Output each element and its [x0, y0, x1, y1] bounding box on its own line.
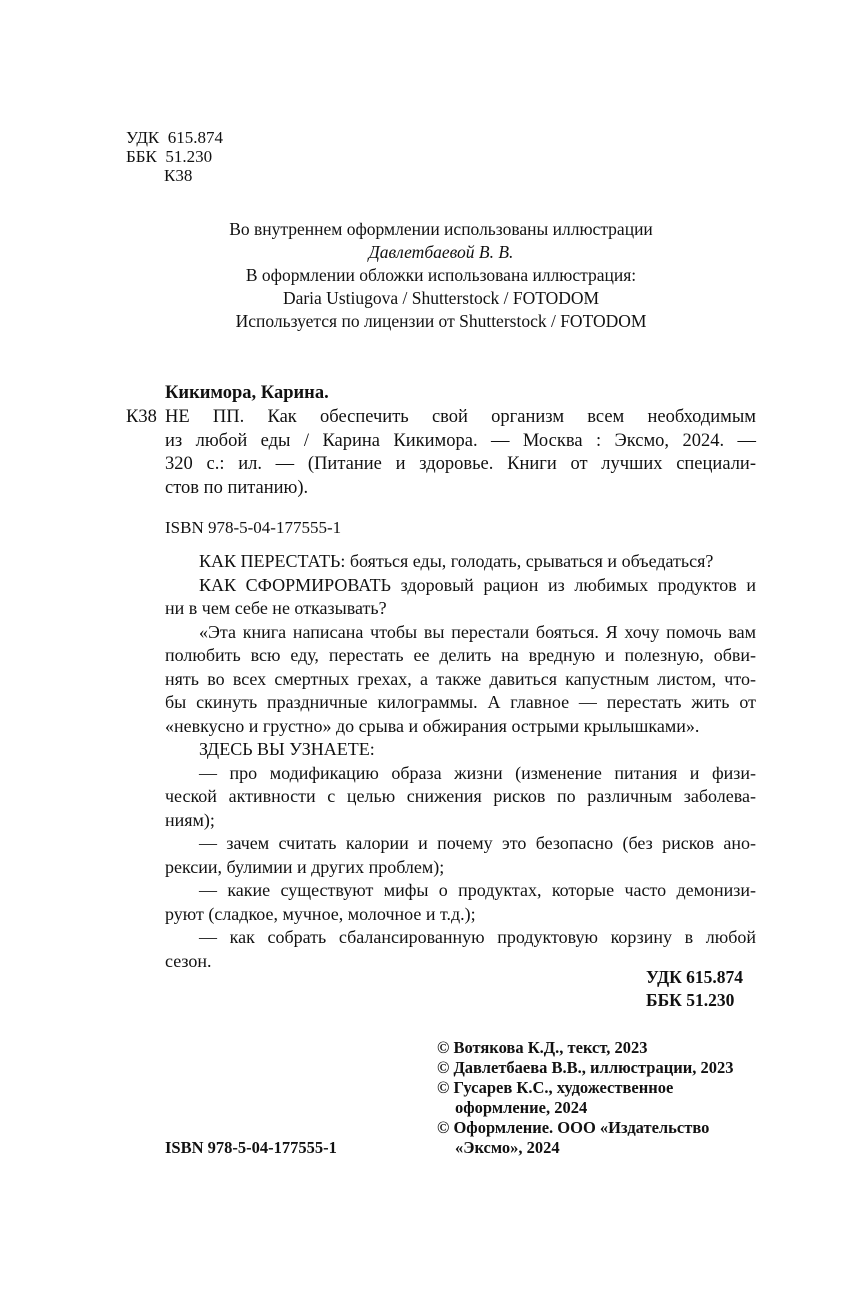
copyright-design-cont: оформление, 2024	[455, 1098, 588, 1117]
annotation-line: рексии, булимии и других проблем);	[165, 856, 445, 877]
annotation-line: КАК СФОРМИРОВАТЬ здоровый рацион из любимых продуктов и	[199, 574, 756, 595]
credits-line-1: Во внутреннем оформлении использованы иллюстрации	[229, 219, 653, 239]
copyright-text: © Вотякова К.Д., текст, 2023	[437, 1038, 648, 1057]
footer-isbn: ISBN 978-5-04-177555-1	[165, 1138, 337, 1157]
annotation-line: бы скинуть праздничные килограммы. А главное — перестать жить от	[165, 692, 756, 712]
copyright-publisher-cont: «Эксмо», 2024	[455, 1138, 560, 1157]
bbk-code: ББК 51.230	[126, 147, 213, 166]
footer-bbk: ББК 51.230	[646, 990, 735, 1010]
annotation-line: — зачем считать калории и почему это безопасно (без рисков ано-	[199, 833, 756, 853]
footer-udk: УДК 615.874	[646, 967, 744, 987]
annotation-line: ческой активности с целью снижения рисков по различным заболева-	[165, 786, 756, 806]
annotation-line: КАК ПЕРЕСТАТЬ: бояться еды, голодать, срываться и объедаться?	[199, 551, 714, 571]
copyright-illustrations: © Давлетбаева В.В., иллюстрации, 2023	[437, 1058, 734, 1077]
udk-code: УДК 615.874	[126, 128, 224, 147]
annotation-line: ни в чем себе не отказывать?	[165, 598, 387, 618]
annotation-line: руют (сладкое, мучное, молочное и т.д.);	[165, 903, 476, 924]
credits-illustrator: Давлетбаевой В. В.	[368, 242, 514, 262]
annotation-line: сезон.	[165, 950, 212, 971]
annotation-line: — как собрать сбалансированную продуктовую корзину в любой	[199, 927, 756, 947]
annotation-line: «Эта книга написана чтобы вы перестали бояться. Я хочу помочь вам	[199, 621, 756, 642]
copyright-publisher: © Оформление. ООО «Издательство	[437, 1118, 710, 1137]
copyright-design: © Гусарев К.С., художественное	[437, 1078, 674, 1097]
illustration-credits	[126, 218, 756, 333]
author-sign: К38	[164, 166, 193, 185]
catalog-entry-line: из любой еды / Карина Кикимора. — Москва : Эксмо, 2024. —	[165, 430, 756, 451]
catalog-entry-line: НЕ ПП. Как обеспечить свой организм всем необходимым	[165, 407, 756, 427]
annotation-line: ЗДЕСЬ ВЫ УЗНАЕТЕ:	[199, 739, 375, 759]
annotation-line: «невкусно и грустно» до срыва и обжирания острыми крылышками».	[165, 715, 700, 736]
catalog-entry	[165, 406, 756, 500]
catalog-entry-line: 320 с.: ил. — (Питание и здоровье. Книги от лучших специали-	[165, 454, 756, 474]
annotation	[165, 550, 756, 973]
catalog-isbn: ISBN 978-5-04-177555-1	[165, 518, 342, 537]
catalog-code: К38	[126, 407, 157, 427]
catalog-author: Кикимора, Карина.	[165, 383, 329, 403]
annotation-line: — про модификацию образа жизни (изменение питания и физи-	[199, 762, 756, 783]
catalog-entry-line: стов по питанию).	[165, 477, 309, 498]
annotation-line: — какие существуют мифы о продуктах, которые часто демонизи-	[199, 880, 756, 900]
annotation-line: ниям);	[165, 809, 215, 830]
annotation-line: полюбить всю еду, перестать ее делить на вредную и полезную, обви-	[165, 645, 756, 665]
credits-line-4: Daria Ustiugova / Shutterstock / FOTODOM	[282, 288, 600, 308]
copyright-block	[437, 1038, 757, 1158]
classification-codes	[126, 128, 223, 185]
footer-classification	[646, 966, 743, 1012]
credits-line-5: Используется по лицензии от Shutterstock / FOTODOM	[235, 311, 647, 331]
annotation-line: нять во всех смертных грехах, а также давиться капустным листом, что-	[165, 668, 756, 689]
credits-line-3: В оформлении обложки использована иллюстрация:	[245, 265, 637, 285]
